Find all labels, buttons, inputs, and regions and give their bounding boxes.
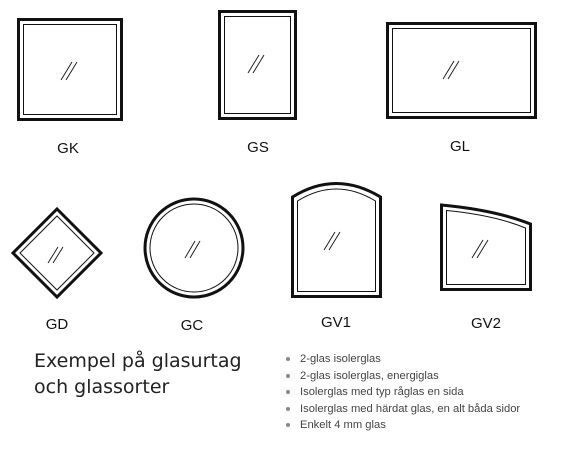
heading-line-1: Exempel på glasurtag: [34, 350, 242, 372]
heading-line-2: och glassorter: [34, 376, 170, 398]
list-item: Isolerglas med härdat glas, en alt båda sidor: [286, 401, 520, 418]
list-item: 2-glas isolerglas: [286, 351, 520, 368]
caption-gc: GC: [180, 317, 204, 334]
caption-gs: GS: [247, 139, 269, 156]
window-gv2: [442, 205, 531, 290]
glass-type-list: [286, 351, 520, 434]
glass-reflection-icon: [324, 232, 340, 250]
glass-reflection-icon: [248, 55, 264, 73]
window-gs: [220, 12, 296, 119]
window-gk: [19, 20, 122, 120]
caption-gv2: GV2: [470, 315, 501, 332]
window-gc: [145, 199, 243, 297]
list-item: 2-glas isolerglas, energiglas: [286, 368, 520, 385]
caption-gk: GK: [57, 140, 79, 157]
list-item: Isolerglas med typ råglas en sida: [286, 384, 520, 401]
section-heading: [34, 348, 242, 400]
list-item: Enkelt 4 mm glas: [286, 417, 520, 434]
window-gl: [388, 24, 536, 118]
glass-reflection-icon: [61, 62, 77, 80]
caption-gl: GL: [449, 138, 470, 155]
window-gd: [13, 209, 101, 297]
glass-reflection-icon: [443, 61, 459, 79]
window-gv1: [293, 184, 381, 297]
glass-reflection-icon: [472, 240, 488, 258]
caption-gv1: GV1: [320, 314, 351, 331]
glass-reflection-icon: [185, 241, 200, 258]
caption-gd: GD: [45, 316, 69, 333]
glass-reflection-icon: [48, 247, 63, 263]
